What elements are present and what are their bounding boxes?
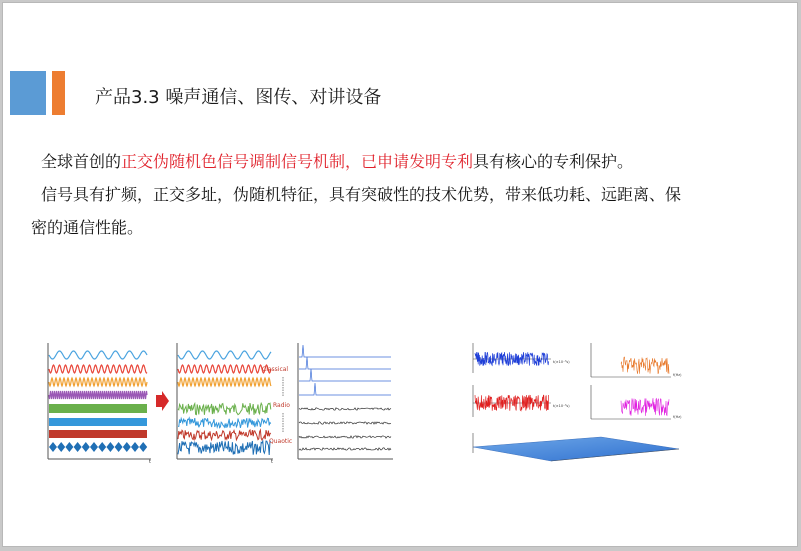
spectrum-line (299, 369, 391, 381)
noise-green (178, 403, 271, 415)
band-red (49, 430, 147, 438)
spec-xlabel-2: f(Hz) (673, 415, 682, 419)
paragraph-1 (31, 145, 691, 178)
sine-blue-2 (178, 351, 271, 359)
plot-blue (473, 343, 570, 373)
accent-bar-orange (52, 71, 65, 115)
panel-2 (177, 343, 292, 465)
slide (2, 2, 798, 547)
signal-plots (461, 339, 691, 469)
axis-t-2: t (271, 459, 273, 465)
slide-title: 产品3.3 噪声通信、图传、对讲设备 (95, 87, 382, 108)
label-radio: Radio (273, 402, 290, 409)
signal-diagram (43, 339, 403, 467)
spectrum-line (299, 357, 391, 369)
spec-xlabel-1: f(Hz) (673, 373, 682, 377)
noise-blue (178, 418, 271, 428)
diamond-wave (49, 442, 147, 452)
paragraph-2: 信号具有扩频，正交多址，伪随机特征，具有突破性的技术优势，带来低功耗、远距离、保密的通信性能。 (31, 185, 682, 237)
plot-red (473, 385, 570, 417)
para1-lead: 全球首创的 (41, 152, 122, 171)
accent-bar-blue (10, 71, 46, 115)
plot-3d-surface (473, 433, 679, 461)
panel-3 (298, 343, 393, 459)
plot-orange-spectrum (591, 343, 682, 377)
sine-orange-2 (178, 378, 271, 386)
axis-t-1: t (149, 459, 151, 465)
spectrum-line (299, 422, 391, 424)
band-blue (49, 418, 147, 426)
para1-highlight: 正交伪随机色信号调制信号机制，已申请发明专利 (121, 152, 474, 171)
label-classical: Classical (262, 366, 289, 373)
spectrum-line (299, 345, 391, 357)
noise-blue-2 (178, 441, 271, 455)
panel-1 (48, 343, 151, 465)
band-green (49, 404, 147, 413)
sine-purple (49, 391, 147, 399)
arrow-icon (156, 391, 169, 411)
plot1-xlabel: t(×10⁻³s) (553, 360, 570, 364)
spectrum-line (299, 383, 391, 395)
spectrum-line (299, 408, 391, 410)
noise-red (178, 430, 271, 440)
sine-orange (49, 378, 147, 386)
surface-plane (473, 437, 679, 461)
label-chaotic: Quaotic (269, 438, 293, 445)
plot-magenta-spectrum (591, 385, 682, 419)
sine-red (49, 365, 147, 373)
para1-tail: 具有核心的专利保护。 (473, 152, 634, 171)
spectrum-line (299, 448, 391, 450)
sine-blue (49, 351, 147, 359)
body-text (31, 145, 691, 244)
spectrum-line (299, 436, 391, 438)
plot2-xlabel: t(×10⁻³s) (553, 404, 570, 408)
sine-red-2 (178, 365, 271, 373)
